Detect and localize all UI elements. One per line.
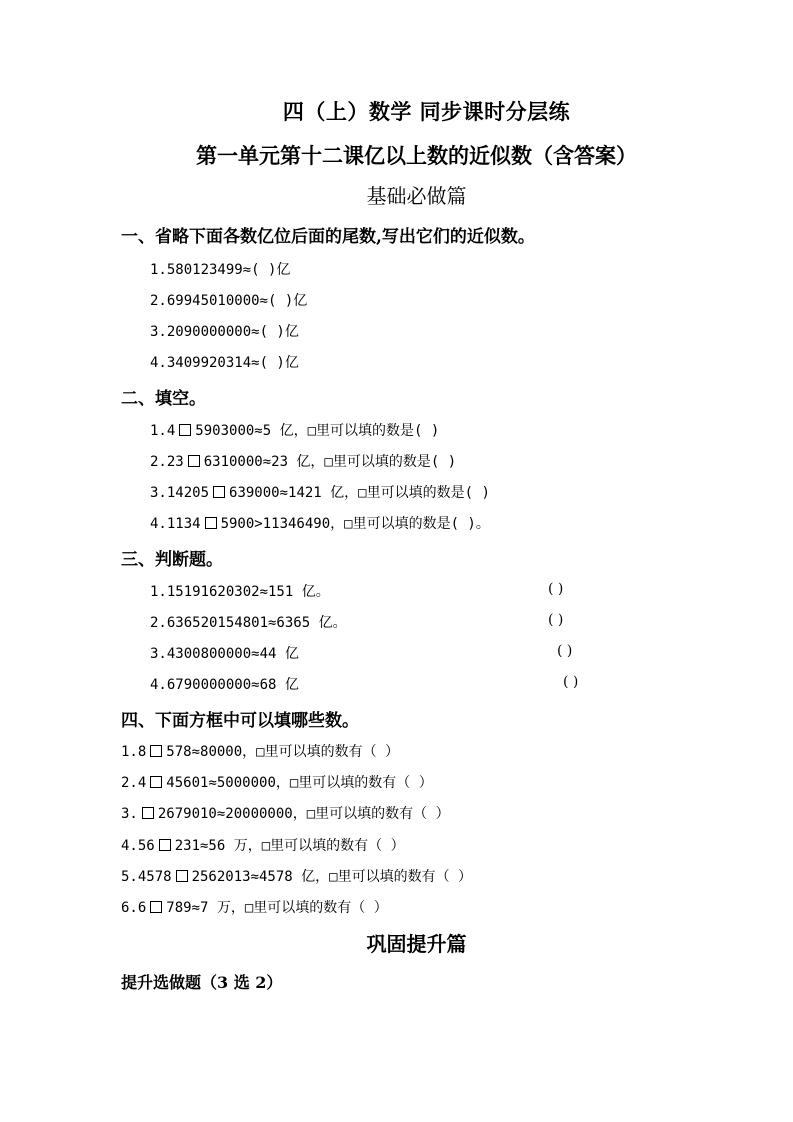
section4-item-4 [121, 835, 405, 855]
advanced-heading: 巩固提升篇 [366, 932, 467, 956]
section4-item-2-pre: 2.4 [121, 775, 147, 791]
section1-heading: 一、省略下面各数亿位后面的尾数,写出它们的近似数。 [121, 227, 535, 247]
section2-item-4-post: 5900>11346490，□里可以填的数是( )。 [220, 516, 490, 532]
section2-item-4-pre: 4.1134 [150, 516, 201, 532]
optional-heading: 提升选做题（3 选 2） [121, 973, 283, 992]
blank-box-icon [159, 839, 171, 851]
section3-item-2: 2.636520154801≈6365 亿。 [150, 615, 347, 631]
section4-item-1 [121, 741, 399, 761]
section3-answer-2: ( ) [548, 612, 564, 628]
section2-item-3-post: 639000≈1421 亿，□里可以填的数是( ) [229, 485, 490, 501]
section2-heading: 二、填空。 [121, 389, 206, 409]
section4-item-6-post: 789≈7 万，□里可以填的数有（ ） [166, 900, 388, 916]
section4-item-6-pre: 6.6 [121, 900, 147, 916]
blank-box-icon [150, 745, 162, 757]
section4-item-1-pre: 1.8 [121, 744, 147, 760]
section3-heading: 三、判断题。 [121, 550, 223, 570]
blank-box-icon [150, 776, 162, 788]
section1-item-3: 3.2090000000≈( )亿 [150, 324, 299, 340]
section2-item-2-post: 6310000≈23 亿，□里可以填的数是( ) [203, 454, 457, 470]
section3-item-1: 1.15191620302≈151 亿。 [150, 584, 330, 600]
page-subtitle: 第一单元第十二课亿以上数的近似数（含答案） [196, 143, 637, 168]
basic-heading: 基础必做篇 [366, 184, 467, 208]
section3-answer-1: ( ) [548, 581, 564, 597]
blank-box-icon [213, 486, 225, 498]
section4-item-4-post: 231≈56 万，□里可以填的数有（ ） [174, 838, 405, 854]
section3-answer-4: ( ) [563, 674, 579, 690]
section4-item-3-pre: 3. [121, 806, 138, 822]
section3-item-3: 3.4300800000≈44 亿 [150, 646, 299, 662]
section4-item-2 [121, 772, 433, 792]
section2-item-1 [150, 420, 439, 440]
section2-item-3-pre: 3.14205 [150, 485, 210, 501]
blank-box-icon [205, 517, 217, 529]
blank-box-icon [179, 424, 191, 436]
blank-box-icon [176, 870, 188, 882]
section2-item-2 [150, 451, 456, 471]
section3-answer-3: ( ) [557, 643, 573, 659]
section3-item-4: 4.6790000000≈68 亿 [150, 677, 299, 693]
section4-item-3-post: 2679010≈20000000，□里可以填的数有（ ） [157, 806, 450, 822]
section4-item-1-post: 578≈80000，□里可以填的数有（ ） [166, 744, 400, 760]
section4-item-5-post: 2562013≈4578 亿，□里可以填的数有（ ） [191, 869, 473, 885]
section2-item-1-pre: 1.4 [150, 423, 176, 439]
section2-item-2-pre: 2.23 [150, 454, 184, 470]
section1-item-1: 1.580123499≈( )亿 [150, 262, 291, 278]
blank-box-icon [188, 455, 200, 467]
section2-item-4 [150, 513, 490, 533]
blank-box-icon [150, 901, 162, 913]
section4-item-4-pre: 4.56 [121, 838, 155, 854]
section2-item-1-post: 5903000≈5 亿，□里可以填的数是( ) [195, 423, 440, 439]
section4-item-6 [121, 897, 388, 917]
section4-heading: 四、下面方框中可以填哪些数。 [121, 711, 359, 731]
section1-item-4: 4.3409920314≈( )亿 [150, 355, 299, 371]
section4-item-5-pre: 5.4578 [121, 869, 172, 885]
section2-item-3 [150, 482, 490, 502]
section4-item-2-post: 45601≈5000000，□里可以填的数有（ ） [166, 775, 433, 791]
section4-item-3 [121, 803, 450, 823]
page-title: 四（上）数学 同步课时分层练 [282, 99, 571, 124]
section1-item-2: 2.69945010000≈( )亿 [150, 293, 308, 309]
blank-box-icon [142, 807, 154, 819]
section4-item-5 [121, 866, 472, 886]
